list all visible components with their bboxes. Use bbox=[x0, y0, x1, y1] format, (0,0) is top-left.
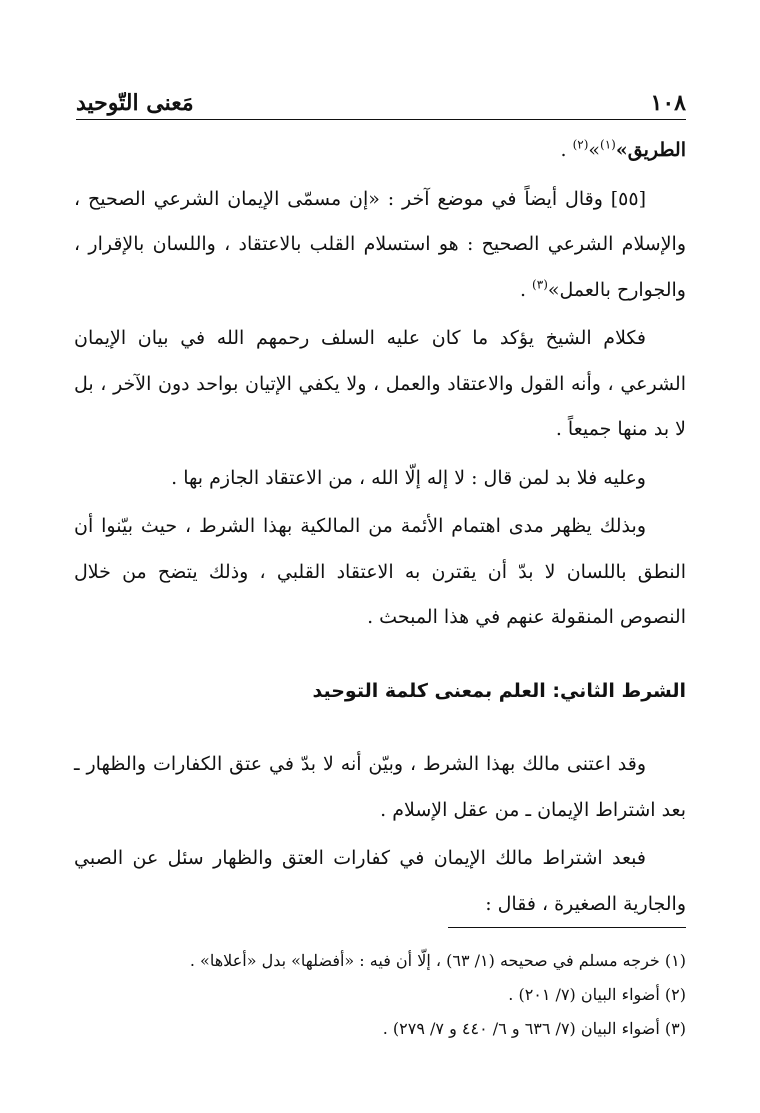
footnotes bbox=[74, 944, 686, 1046]
page-header bbox=[76, 76, 686, 116]
paragraph-5: وقد اعتنى مالك بهذا الشرط ، وبيّن أنه لا بدّ في عتق الكفارات والظهار ـ بعد اشتراط الإيمان ـ من عقل الإسلام . bbox=[74, 753, 686, 821]
paragraph-55-text: [٥٥] وقال أيضاً في موضع آخر : «إن مسمّى الإيمان الشرعي الصحيح ، والإسلام الشرعي الصحيح : هو استسلام القلب بالاعتقاد ، واللسان بالإقرار ، والجوارح بالعمل» bbox=[74, 187, 686, 301]
footnote-1: (١) خرجه مسلم في صحيحه (١/ ٦٣) ، إلّا أن فيه : «أفضلها» بدل «أعلاها» . bbox=[189, 951, 686, 970]
line-continuation bbox=[74, 128, 686, 174]
quote-mark: » bbox=[588, 139, 601, 161]
paragraph-6: فبعد اشتراط مالك الإيمان في كفارات العتق والظهار سئل عن الصبي والجارية الصغيرة ، فقال : bbox=[74, 847, 686, 915]
body-text bbox=[74, 128, 686, 927]
page-number: ١٠٨ bbox=[650, 90, 686, 116]
continuation-word: الطريق» bbox=[615, 139, 686, 161]
period: . bbox=[560, 139, 573, 161]
footnote-ref-1: (١) bbox=[600, 137, 616, 152]
section-heading-title: العلم بمعنى كلمة التوحيد bbox=[312, 679, 553, 702]
footnote-rule bbox=[448, 927, 686, 928]
footnote-ref-3: (٣) bbox=[532, 277, 548, 292]
section-heading bbox=[74, 669, 686, 715]
period: . bbox=[519, 278, 533, 301]
footnote-2: (٢) أضواء البيان (٧/ ٢٠١) . bbox=[508, 985, 686, 1004]
footnote-3: (٣) أضواء البيان (٧/ ٦٣٦ و ٦/ ٤٤٠ و ٧/ ٢٧٩) . bbox=[382, 1019, 686, 1038]
header-rule bbox=[76, 119, 686, 120]
paragraph-2: فكلام الشيخ يؤكد ما كان عليه السلف رحمهم الله في بيان الإيمان الشرعي ، وأنه القول والاعتقاد والعمل ، ولا يكفي الإتيان بواحد دون الآخر ، بل لا بد منها جميعاً . bbox=[74, 327, 686, 440]
paragraph-3: وعليه فلا بد لمن قال : لا إله إلّا الله ، من الاعتقاد الجازم بها . bbox=[171, 466, 646, 489]
footnote-ref-2: (٢) bbox=[572, 137, 589, 152]
paragraph-4: وبذلك يظهر مدى اهتمام الأئمة من المالكية بهذا الشرط ، حيث بيّنوا أن النطق باللسان لا بدّ أن يقترن به الاعتقاد القلبي ، وذلك يتضح من خلال النصوص المنقولة عنهم في هذا المبحث . bbox=[74, 515, 686, 628]
paragraph-55 bbox=[74, 177, 686, 314]
running-title: مَعنى التّوحيد bbox=[76, 90, 194, 116]
section-heading-label: الشرط الثاني: bbox=[552, 679, 686, 702]
